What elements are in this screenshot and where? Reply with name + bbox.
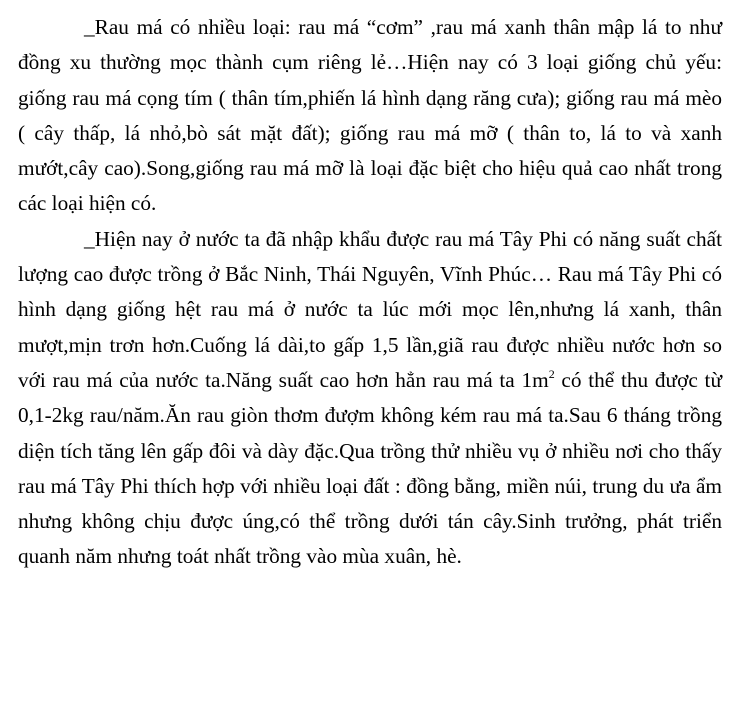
paragraph-west-africa [18,222,722,575]
paragraph-west-africa-text-before: _Hiện nay ở nước ta đã nhập khẩu được rau má Tây Phi có năng suất chất lượng cao được trồng ở Bắc Ninh, Thái Nguyên, Vĩnh Phúc… Rau má Tây Phi có hình dạng giống hệt rau má ở nước ta lúc mới mọc lên,nhưng lá xanh, thân mượt,mịn trơn hơn.Cuống lá dài,to gấp 1,5 lần,giã rau được nhiều nước hơn so với rau má của nước ta.Năng suất cao hơn hẳn rau má ta 1m [18,226,722,392]
paragraph-west-africa-text-after: có thể thu được từ 0,1-2kg rau/năm.Ăn rau giòn thơm đượm không kém rau má ta.Sau 6 tháng trồng diện tích tăng lên gấp đôi và dày đặc.Qua trồng thử nhiều vụ ở nhiều nơi cho thấy rau má Tây Phi thích hợp với nhiều loại đất : đồng bằng, miền núi, trung du ưa ẩm nhưng không chịu được úng,có thể trồng dưới tán cây.Sinh trưởng, phát triển quanh năm nhưng toát nhất trồng vào mùa xuân, hè. [18,367,722,569]
paragraph-varieties-text: _Rau má có nhiều loại: rau má “cơm” ,rau má xanh thân mập lá to như đồng xu thường mọc thành cụm riêng lẻ…Hiện nay có 3 loại giống chủ yếu: giống rau má cọng tím ( thân tím,phiến lá hình dạng răng cưa); giống rau má mèo ( cây thấp, lá nhỏ,bò sát mặt đất); giống rau má mỡ ( thân to, lá to và xanh mướt,cây cao).Song,giống rau má mỡ là loại đặc biệt cho hiệu quả cao nhất trong các loại hiện có. [18,15,722,216]
superscript-exponent: 2 [548,366,555,381]
document-page [18,10,722,575]
paragraph-varieties [18,10,722,222]
